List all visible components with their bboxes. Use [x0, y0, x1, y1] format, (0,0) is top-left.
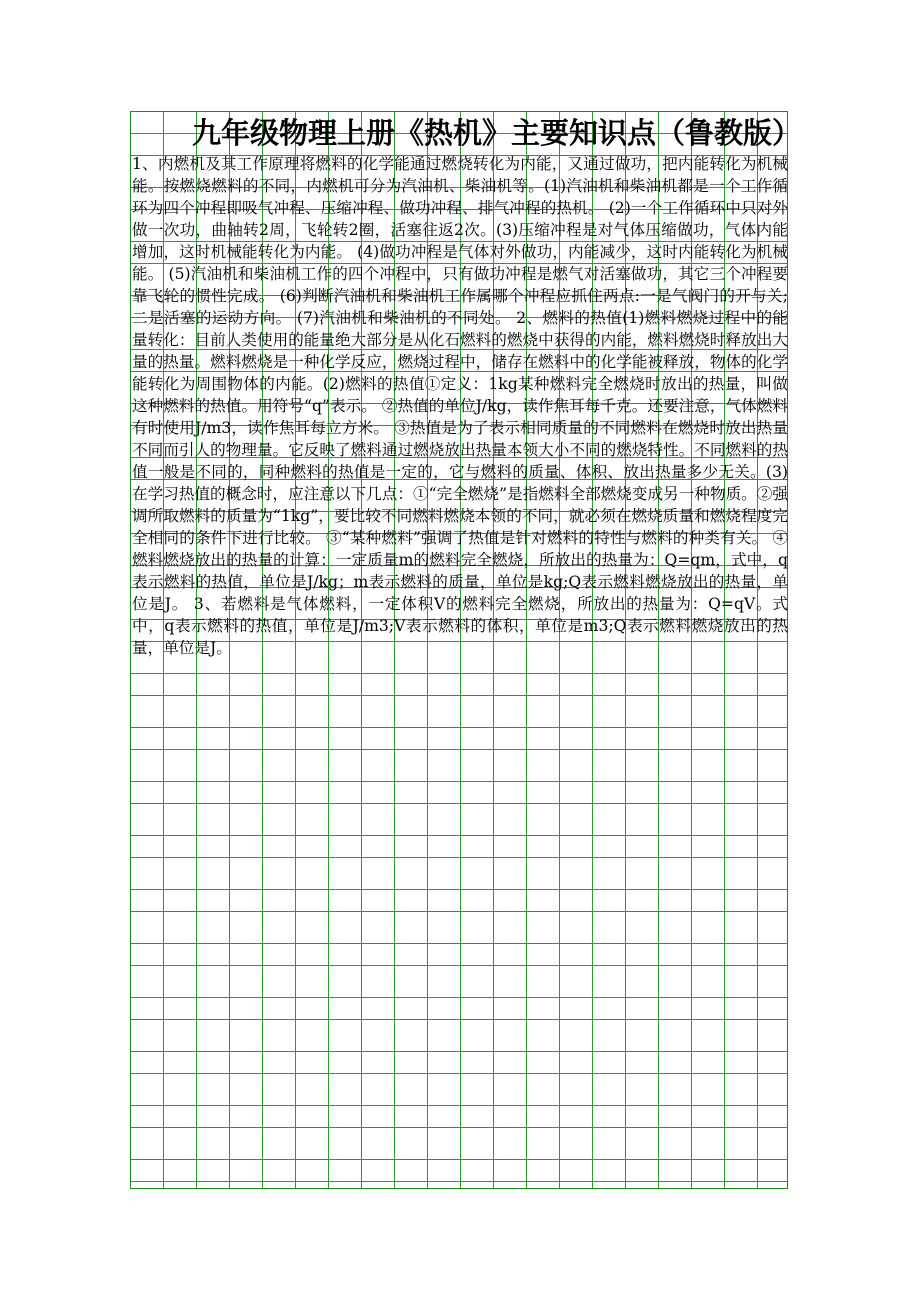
document-content	[132, 113, 802, 659]
page-title: 九年级物理上册《热机》主要知识点（鲁教版）	[192, 116, 802, 150]
body-text: 1、内燃机及其工作原理将燃料的化学能通过燃烧转化为内能，又通过做功，把内能转化为机械能。按燃烧燃料的不同，内燃机可分为汽油机、柴油机等。(1)汽油机和柴油机都是一个工作循环为四个冲程即吸气冲程、压缩冲程、做功冲程、排气冲程的热机。 (2)一个工作循环中只对外做一次功，曲轴转2周，飞轮转2圈，活塞往返2次。(3)压缩冲程是对气体压缩做功，气体内能增加，这时机械能转化为内能。 (4)做功冲程是气体对外做功，内能减少，这时内能转化为机械能。 (5)汽油机和柴油机工作的四个冲程中，只有做功冲程是燃气对活塞做功，其它三个冲程要靠飞轮的惯性完成。 (6)判断汽油机和柴油机工作属哪个冲程应抓住两点:一是气阀门的开与关;二是活塞的运动方向。 (7)汽油机和柴油机的不同处。 2、燃料的热值(1)燃料燃烧过程中的能量转化：目前人类使用的能量绝大部分是从化石燃料的燃烧中获得的内能，燃料燃烧时释放出大量的热量。燃料燃烧是一种化学反应，燃烧过程中，储存在燃料中的化学能被释放，物体的化学能转化为周围物体的内能。(2)燃料的热值①定义：1kg某种燃料完全燃烧时放出的热量，叫做这种燃料的热值。用符号“q”表示。 ②热值的单位J/kg，读作焦耳每千克。还要注意，气体燃料有时使用J/m3，读作焦耳每立方米。 ③热值是为了表示相同质量的不同燃料在燃烧时放出热量不同而引人的物理量。它反映了燃料通过燃烧放出热量本领大小不同的燃烧特性。不同燃料的热值一般是不同的，同种燃料的热值是一定的，它与燃料的质量、体积、放出热量多少无关。(3)在学习热值的概念时，应注意以下几点：①“完全燃烧”是指燃料全部燃烧变成另一种物质。②强调所取燃料的质量为“1kg”，要比较不同燃料燃烧本领的不同，就必须在燃烧质量和燃烧程度完全相同的条件下进行比较。 ③“某种燃料”强调了热值是针对燃料的特性与燃料的种类有关。 ④燃料燃烧放出的热量的计算：一定质量m的燃料完全燃烧，所放出的热量为：Q=qm，式中，q表示燃料的热值，单位是J/kg；m表示燃料的质量，单位是kg;Q表示燃料燃烧放出的热量，单位是J。 3、若燃料是气体燃料，一定体积V的燃料完全燃烧，所放出的热量为：Q=qV。式中，q表示燃料的热值，单位是J/m3;V表示燃料的体积，单位是m3;Q表示燃料燃烧放出的热量，单位是J。	[132, 155, 788, 657]
